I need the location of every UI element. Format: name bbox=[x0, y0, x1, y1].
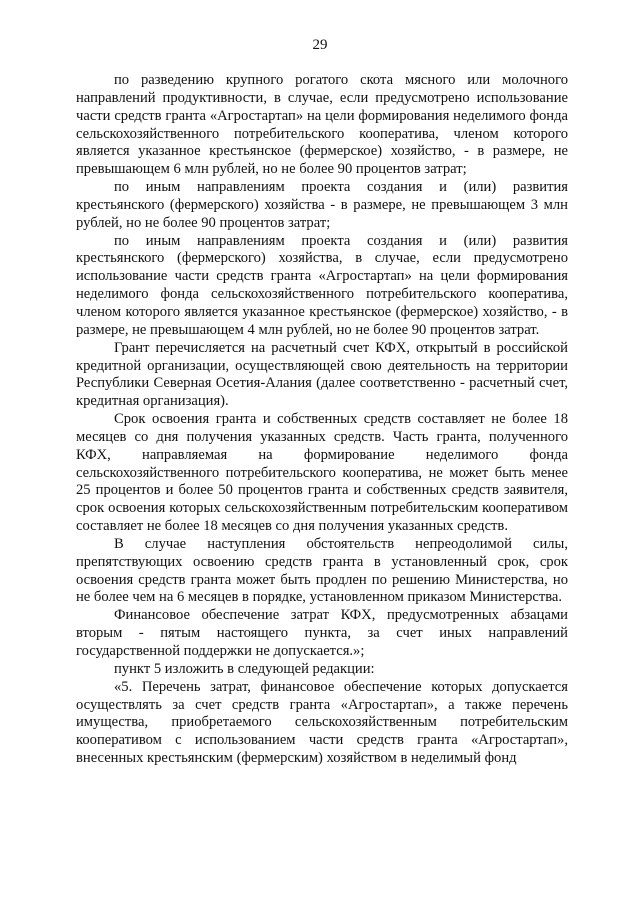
paragraph: пункт 5 изложить в следующей редакции: bbox=[114, 660, 375, 677]
paragraph: Срок освоения гранта и собственных средств составляет не более 18 месяцев со дня получения указанных средств. Часть гранта, полученного КФХ, направляемая на формирование неделимого фонда сельскохозяйственного потребительского кооператива, не может быть менее 25 процентов и более 50 процентов гранта и собственных средств заявителя, срок освоения которых сельскохозяйственным потребительским кооперативом составляет не более 18 месяцев со дня получения указанных средств. bbox=[76, 411, 568, 535]
paragraph: «5. Перечень затрат, финансовое обеспечение которых допускается осуществлять за счет средств гранта «Агростартап», а также перечень имущества, приобретаемого сельскохозяйственным потребительским кооперативом с использованием части средств гранта «Агростартап», внесенных крестьянским (фермерским) хозяйством в неделимый фонд bbox=[76, 678, 568, 767]
paragraph: по иным направлениям проекта создания и (или) развития крестьянского (фермерского) хозяйства, в случае, если предусмотрено использование части средств гранта «Агростартап» на цели формирования неделимого фонда сельскохозяйственного потребительского кооператива, членом которого является указанное крестьянское (фермерское) хозяйство, - в размере, не превышающем 4 млн рублей, но не более 90 процентов затрат. bbox=[76, 232, 568, 338]
paragraph: по иным направлениям проекта создания и (или) развития крестьянского (фермерского) хозяйства - в размере, не превышающем 3 млн рублей, но не более 90 процентов затрат; bbox=[76, 179, 568, 231]
paragraph: по разведению крупного рогатого скота мясного или молочного направлений продуктивности, в случае, если предусмотрено использование части средств гранта «Агростартап» на цели формирования неделимого фонда сельскохозяйственного потребительского кооператива, членом которого является указанное крестьянское (фермерское) хозяйство, - в размере, не превышающем 6 млн рублей, но не более 90 процентов затрат; bbox=[76, 72, 568, 178]
paragraph: Финансовое обеспечение затрат КФХ, предусмотренных абзацами вторым - пятым настоящего пункта, за счет иных направлений государственной поддержки не допускается.»; bbox=[76, 607, 568, 659]
page-number: 29 bbox=[312, 37, 328, 53]
paragraph: Грант перечисляется на расчетный счет КФХ, открытый в российской кредитной организации, осуществляющей свою деятельность на территории Республики Северная Осетия-Алания (далее соответственно - расчетный счет, кредитная организация). bbox=[76, 339, 568, 410]
document-body bbox=[76, 72, 568, 768]
paragraph: В случае наступления обстоятельств непреодолимой силы, препятствующих освоению средств гранта в установленный срок, срок освоения средств гранта может быть продлен по решению Министерства, но не более чем на 6 месяцев в порядке, установленном приказом Министерства. bbox=[76, 535, 568, 606]
